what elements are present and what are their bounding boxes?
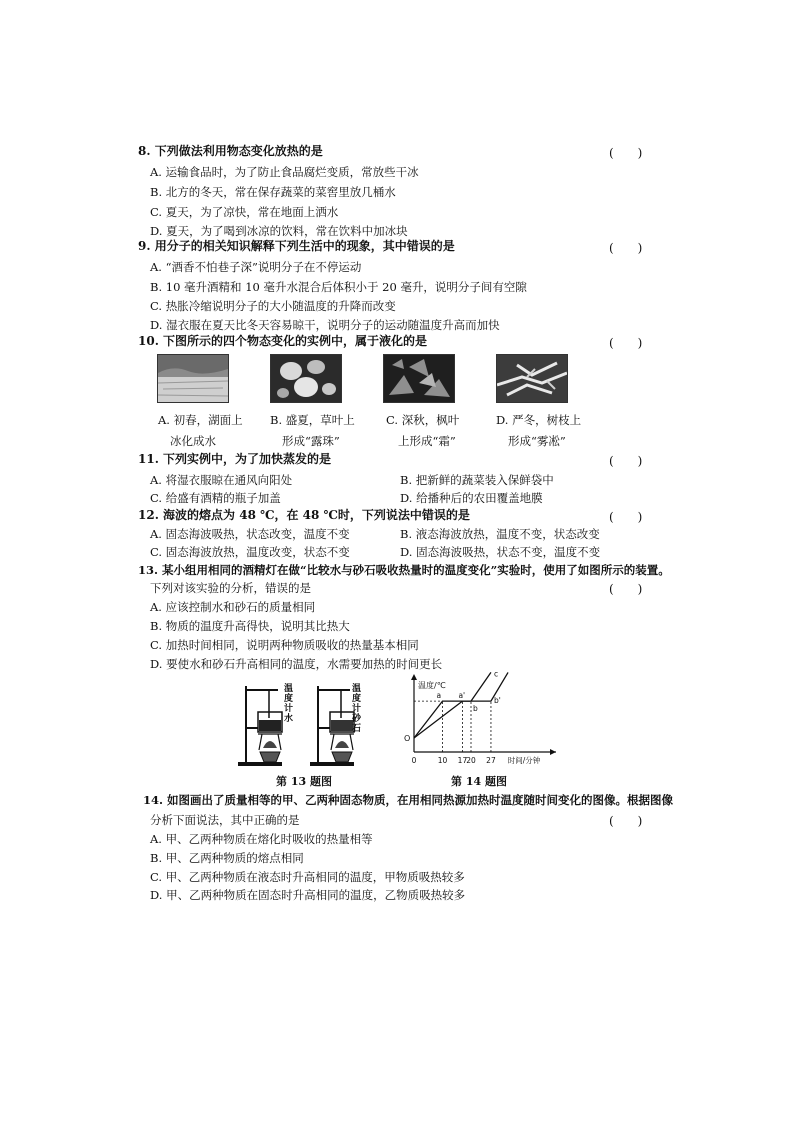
label-ji-left: 计 — [284, 704, 294, 714]
q11-option-c: C. 给盛有酒精的瓶子加盖 — [150, 491, 281, 505]
q10-answer-paren[interactable]: ( ) — [609, 336, 643, 350]
q14-temperature-chart — [398, 672, 560, 772]
photo-dew-drops — [270, 354, 342, 403]
label-du-right: 度 — [352, 694, 362, 704]
q10-caption-a — [158, 410, 243, 452]
q9-option-c: C. 热胀冷缩说明分子的大小随温度的升降而改变 — [150, 299, 396, 313]
q8-answer-paren[interactable]: ( ) — [609, 146, 643, 160]
label-ji-right: 计 — [352, 704, 362, 714]
q13-option-b: B. 物质的温度升高得快，说明其比热大 — [150, 619, 350, 633]
q14-title: 14. 如图画出了质量相等的甲、乙两种固态物质，在用相同热源加热时温度随时间变化的图像。根据图像 — [143, 793, 674, 807]
label-shui: 水 — [284, 714, 294, 724]
origin-label: O — [404, 734, 411, 743]
point-label-a: a — [436, 691, 442, 701]
q12-option-c: C. 固态海波放热，温度改变，状态不变 — [150, 545, 350, 559]
q8-option-c: C. 夏天，为了凉快，常在地面上洒水 — [150, 205, 339, 219]
q10-caption-b — [270, 410, 355, 452]
q13-figure-caption: 第 13 题图 — [276, 775, 332, 788]
q11-answer-paren[interactable]: ( ) — [609, 454, 643, 468]
q10-title: 10. 下图所示的四个物态变化的实例中，属于液化的是 — [138, 334, 428, 348]
q10-caption-c-line1: C. 深秋，枫叶 — [386, 413, 460, 427]
x-tick-label: 10 — [437, 756, 448, 765]
point-label-c: c — [493, 672, 499, 679]
q10-caption-a-line2: 冰化成水 — [170, 434, 216, 448]
label-sha: 砂 — [352, 714, 362, 724]
q9-option-a: A. “酒香不怕巷子深”说明分子在不停运动 — [150, 260, 362, 274]
q8-title: 8. 下列做法利用物态变化放热的是 — [138, 144, 323, 158]
x-tick-label: 20 — [466, 756, 476, 765]
x-axis-label: 时间/分钟 — [507, 756, 541, 765]
q11-title: 11. 下列实例中，为了加快蒸发的是 — [138, 452, 332, 466]
q10-caption-b-line2: 形成“露珠” — [282, 434, 340, 448]
q14-option-d: D. 甲、乙两种物质在固态时升高相同的温度，乙物质吸热较多 — [150, 888, 466, 902]
q9-option-b: B. 10 毫升酒精和 10 毫升水混合后体积小于 20 毫升，说明分子间有空隙 — [150, 280, 527, 294]
q14-answer-paren[interactable]: ( ) — [609, 814, 643, 828]
label-wen-left: 温 — [284, 684, 294, 694]
q14-figure-caption: 第 14 题图 — [451, 775, 507, 788]
q12-option-d: D. 固态海波吸热，状态不变，温度不变 — [400, 545, 601, 559]
q10-caption-a-line1: A. 初春，湖面上 — [158, 413, 243, 427]
q13-answer-paren[interactable]: ( ) — [609, 582, 643, 596]
q10-caption-d-line2: 形成“雾凇” — [508, 434, 566, 448]
q14-title-line2: 分析下面说法，其中正确的是 — [150, 813, 300, 827]
q12-answer-paren[interactable]: ( ) — [609, 510, 643, 524]
q13-right-labels — [352, 684, 361, 734]
q14-option-a: A. 甲、乙两种物质在熔化时吸收的热量相等 — [150, 832, 373, 846]
q12-option-b: B. 液态海波放热，温度不变，状态改变 — [400, 527, 600, 541]
q13-title-line2: 下列对该实验的分析，错误的是 — [150, 581, 311, 595]
photo-frost-leaves — [383, 354, 455, 403]
label-wen-right: 温 — [352, 684, 362, 694]
q8-option-a: A. 运输食品时，为了防止食品腐烂变质，常放些干冰 — [150, 165, 419, 179]
x-tick-label: 27 — [486, 756, 496, 765]
q8-option-b: B. 北方的冬天，常在保存蔬菜的菜窖里放几桶水 — [150, 185, 396, 199]
q9-answer-paren[interactable]: ( ) — [609, 241, 643, 255]
q14-option-c: C. 甲、乙两种物质在液态时升高相同的温度，甲物质吸热较多 — [150, 870, 465, 884]
q10-caption-c-line2: 上形成“霜” — [398, 434, 456, 448]
q8-option-d: D. 夏天，为了喝到冰凉的饮料，常在饮料中加冰块 — [150, 224, 408, 238]
label-shi: 石 — [352, 724, 362, 734]
point-label-a-prime: a' — [458, 691, 466, 701]
point-label-b: b — [473, 704, 478, 714]
q10-caption-d — [496, 410, 581, 452]
q10-caption-b-line1: B. 盛夏，草叶上 — [270, 413, 355, 427]
q10-caption-d-line1: D. 严冬，树枝上 — [496, 413, 582, 427]
q13-option-c: C. 加热时间相同，说明两种物质吸收的热量基本相同 — [150, 638, 419, 652]
apparatus-sand — [310, 686, 354, 766]
q13-title: 13. 某小组用相同的酒精灯在做“比较水与砂石吸收热量时的温度变化”实验时，使用了如图所示的装置。 — [138, 563, 670, 577]
q13-left-labels — [284, 684, 293, 724]
q12-title: 12. 海波的熔点为 48 ℃，在 48 ℃时，下列说法中错误的是 — [138, 508, 470, 522]
q10-caption-c — [386, 410, 459, 452]
x-tick-label: 17 — [457, 756, 468, 765]
apparatus-water — [238, 686, 282, 766]
q13-option-d: D. 要使水和砂石升高相同的温度，水需要加热的时间更长 — [150, 657, 443, 671]
y-axis-arrow — [411, 674, 417, 680]
x-tick-label: 0 — [411, 756, 417, 765]
q14-option-b: B. 甲、乙两种物质的熔点相同 — [150, 851, 304, 865]
y-axis-label: 温度/℃ — [418, 681, 446, 690]
photo-rime-branches — [496, 354, 568, 403]
q9-title: 9. 用分子的相关知识解释下列生活中的现象，其中错误的是 — [138, 239, 455, 253]
q11-option-d: D. 给播种后的农田覆盖地膜 — [400, 491, 543, 505]
q11-option-a: A. 将湿衣服晾在通风向阳处 — [150, 473, 293, 487]
x-axis-arrow — [550, 749, 556, 755]
q11-option-b: B. 把新鲜的蔬菜装入保鲜袋中 — [400, 473, 554, 487]
point-label-b-prime: b' — [493, 696, 501, 706]
q9-option-d: D. 湿衣服在夏天比冬天容易晾干，说明分子的运动随温度升高而加快 — [150, 318, 500, 332]
q13-option-a: A. 应该控制水和砂石的质量相同 — [150, 600, 316, 614]
label-du-left: 度 — [284, 694, 294, 704]
photo-lake-ice — [157, 354, 229, 403]
q12-option-a: A. 固态海波吸热，状态改变，温度不变 — [150, 527, 350, 541]
